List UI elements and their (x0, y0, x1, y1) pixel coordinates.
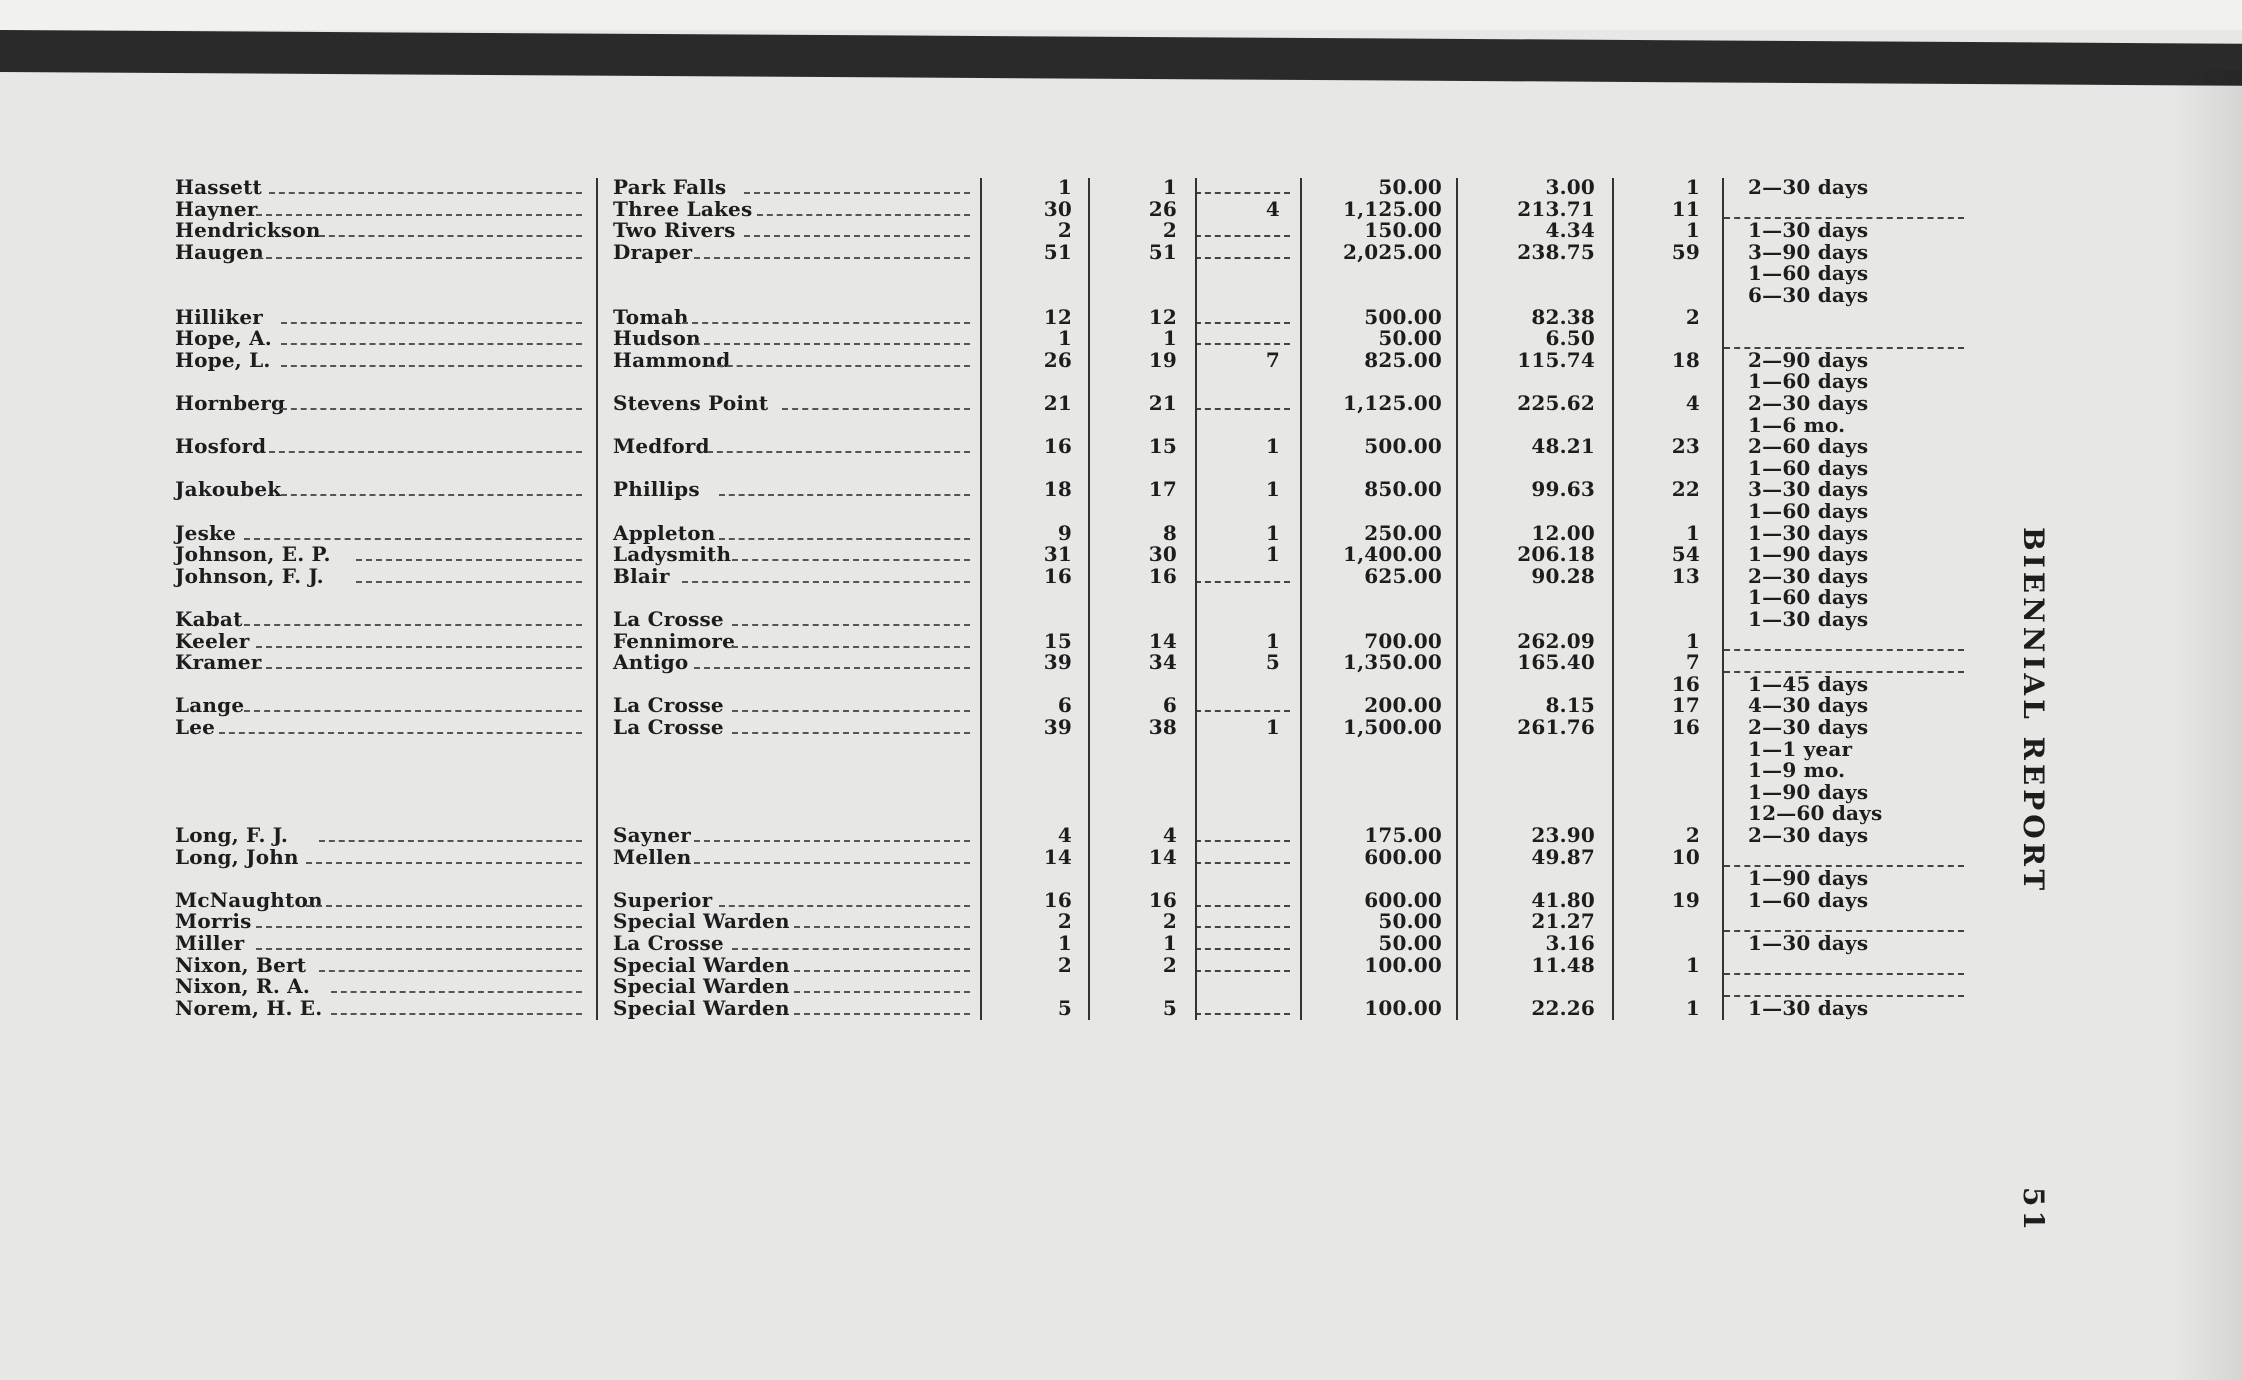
empty-cell-dash (1195, 840, 1290, 842)
cell-a: 14 (1043, 844, 1072, 869)
cell-place: Special Warden (613, 909, 790, 934)
row-separator (1724, 973, 1964, 975)
cell-place: Three Lakes (613, 196, 753, 221)
cell-g: 1—30 days (1748, 931, 1869, 955)
cell-place: La Crosse (613, 607, 724, 631)
cell-e: 8.15 (1545, 693, 1595, 718)
cell-e: 41.80 (1531, 887, 1595, 912)
cell-e: 225.62 (1517, 391, 1595, 415)
cell-c: 1 (1265, 520, 1280, 545)
cell-b: 8 (1162, 520, 1177, 545)
cell-place: La Crosse (613, 693, 724, 718)
cell-f: 1 (1685, 628, 1700, 653)
leader-dots (269, 451, 583, 453)
page-number: 51 (2017, 1187, 2050, 1234)
cell-g: 2—90 days (1748, 347, 1869, 372)
cell-place: Special Warden (613, 952, 790, 977)
empty-cell-dash (1195, 257, 1290, 259)
leader-dots (331, 1013, 582, 1015)
row-separator (1724, 649, 1964, 651)
cell-e: 48.21 (1531, 434, 1595, 459)
cell-d: 1,125.00 (1342, 196, 1442, 221)
cell-f: 1 (1685, 218, 1700, 243)
cell-g: 1—90 days (1748, 542, 1869, 567)
cell-place: Special Warden (613, 974, 790, 999)
cell-f: 1 (1685, 175, 1700, 199)
cell-g: 1—45 days (1748, 671, 1869, 696)
cell-e: 4.34 (1545, 218, 1595, 243)
cell-name: McNaughton (175, 887, 323, 912)
cell-place: Antigo (613, 650, 689, 675)
column-rule (1456, 178, 1458, 1020)
leader-dots (319, 970, 583, 972)
cell-d: 1,350.00 (1342, 650, 1442, 675)
cell-d: 1,500.00 (1342, 715, 1442, 739)
leader-dots (269, 192, 583, 194)
row-separator (1724, 347, 1964, 349)
cell-f: 1 (1685, 520, 1700, 545)
row-separator (1724, 865, 1964, 867)
leader-dots (719, 905, 970, 907)
cell-g: 1—1 year (1748, 736, 1853, 761)
row-separator (1724, 995, 1964, 997)
report-page (0, 72, 2242, 1380)
leader-dots (281, 322, 582, 324)
cell-a: 4 (1057, 823, 1072, 847)
cell-e: 115.74 (1517, 347, 1595, 372)
leader-dots (732, 646, 971, 648)
cell-d: 50.00 (1378, 909, 1442, 934)
cell-e: 11.48 (1531, 952, 1595, 977)
leader-dots (306, 862, 582, 864)
cell-place: Stevens Point (613, 391, 769, 415)
leader-dots (732, 732, 971, 734)
leader-dots (219, 732, 583, 734)
cell-a: 2 (1057, 909, 1072, 934)
cell-place: Tomah (613, 304, 689, 329)
cell-name: Lee (175, 715, 216, 739)
cell-g: 2—30 days (1748, 563, 1869, 588)
leader-dots (794, 926, 970, 928)
cell-a: 16 (1043, 434, 1072, 459)
cell-place: Sayner (613, 823, 692, 847)
empty-cell-dash (1195, 970, 1290, 972)
leader-dots (744, 235, 970, 237)
cell-f: 11 (1671, 196, 1700, 221)
cell-g: 1—30 days (1748, 607, 1869, 631)
empty-cell-dash (1195, 926, 1290, 928)
cell-d: 50.00 (1378, 931, 1442, 955)
cell-a: 1 (1057, 931, 1072, 955)
cell-d: 625.00 (1364, 563, 1442, 588)
cell-f: 4 (1685, 391, 1700, 415)
cell-name: Norem, H. E. (175, 995, 323, 1020)
leader-dots (757, 214, 971, 216)
cell-name: Nixon, R. A. (175, 974, 311, 999)
cell-f: 22 (1671, 477, 1700, 502)
cell-b: 6 (1162, 693, 1177, 718)
cell-f: 7 (1685, 650, 1700, 675)
cell-d: 1,400.00 (1342, 542, 1442, 567)
cell-name: Long, John (175, 844, 299, 869)
cell-a: 21 (1043, 391, 1072, 415)
cell-g: 1—60 days (1748, 369, 1869, 394)
cell-b: 2 (1162, 218, 1177, 243)
cell-a: 2 (1057, 952, 1072, 977)
cell-place: Blair (613, 563, 670, 588)
cell-f: 59 (1671, 239, 1700, 264)
cell-e: 238.75 (1517, 239, 1595, 264)
cell-g: 1—90 days (1748, 866, 1869, 891)
cell-d: 50.00 (1378, 175, 1442, 199)
empty-cell-dash (1195, 192, 1290, 194)
cell-a: 5 (1057, 995, 1072, 1020)
leader-dots (694, 862, 970, 864)
cell-f: 17 (1671, 693, 1700, 718)
cell-g: 1—60 days (1748, 261, 1869, 286)
cell-place: Two Rivers (613, 218, 736, 243)
leader-dots (281, 494, 582, 496)
cell-c: 7 (1265, 347, 1280, 372)
cell-b: 1 (1162, 931, 1177, 955)
cell-g: 4—30 days (1748, 693, 1869, 718)
cell-d: 700.00 (1364, 628, 1442, 653)
cell-a: 15 (1043, 628, 1072, 653)
leader-dots (281, 408, 582, 410)
cell-name: Kramer (175, 650, 262, 675)
cell-d: 500.00 (1364, 304, 1442, 329)
cell-g: 12—60 days (1748, 801, 1883, 826)
cell-name: Keeler (175, 628, 250, 653)
cell-place: La Crosse (613, 715, 724, 739)
cell-name: Kabat (175, 607, 243, 631)
leader-dots (331, 991, 582, 993)
cell-place: Superior (613, 887, 713, 912)
cell-d: 825.00 (1364, 347, 1442, 372)
cell-name: Johnson, F. J. (175, 563, 324, 588)
cell-b: 38 (1148, 715, 1177, 739)
empty-cell-dash (1195, 710, 1290, 712)
cell-a: 51 (1043, 239, 1072, 264)
leader-dots (256, 646, 582, 648)
cell-g: 1—60 days (1748, 585, 1869, 610)
cell-c: 5 (1265, 650, 1280, 675)
cell-a: 2 (1057, 218, 1072, 243)
leader-dots (794, 1013, 970, 1015)
empty-cell-dash (1195, 235, 1290, 237)
leader-dots (707, 365, 971, 367)
cell-name: Nixon, Bert (175, 952, 307, 977)
cell-e: 82.38 (1531, 304, 1595, 329)
leader-dots (256, 257, 582, 259)
cell-b: 1 (1162, 175, 1177, 199)
row-separator (1724, 930, 1964, 932)
cell-name: Hornberg (175, 391, 286, 415)
empty-cell-dash (1195, 905, 1290, 907)
cell-b: 12 (1148, 304, 1177, 329)
column-rule (596, 178, 598, 1020)
cell-name: Morris (175, 909, 252, 934)
cell-name: Hassett (175, 175, 262, 199)
cell-c: 1 (1265, 715, 1280, 739)
leader-dots (244, 624, 583, 626)
column-rule (1088, 178, 1090, 1020)
cell-e: 21.27 (1531, 909, 1595, 934)
cell-f: 10 (1671, 844, 1700, 869)
leader-dots (306, 905, 582, 907)
leader-dots (256, 667, 582, 669)
cell-g: 1—30 days (1748, 995, 1869, 1020)
cell-d: 850.00 (1364, 477, 1442, 502)
cell-name: Long, F. J. (175, 823, 289, 847)
cell-f: 1 (1685, 952, 1700, 977)
cell-f: 13 (1671, 563, 1700, 588)
cell-g: 1—60 days (1748, 887, 1869, 912)
cell-g: 3—90 days (1748, 239, 1869, 264)
cell-g: 2—30 days (1748, 823, 1869, 847)
cell-f: 19 (1671, 887, 1700, 912)
cell-g: 1—6 mo. (1748, 412, 1846, 437)
cell-name: Johnson, E. P. (175, 542, 331, 567)
cell-b: 21 (1148, 391, 1177, 415)
cell-f: 2 (1685, 823, 1700, 847)
cell-place: Medford (613, 434, 710, 459)
cell-d: 100.00 (1364, 995, 1442, 1020)
cell-e: 22.26 (1531, 995, 1595, 1020)
cell-place: Fennimore (613, 628, 736, 653)
cell-a: 39 (1043, 650, 1072, 675)
cell-g: 6—30 days (1748, 283, 1869, 307)
cell-e: 213.71 (1517, 196, 1595, 221)
cell-name: Hayner (175, 196, 258, 221)
cell-b: 30 (1148, 542, 1177, 567)
leader-dots (682, 322, 971, 324)
cell-place: Ladysmith (613, 542, 732, 567)
cell-e: 23.90 (1531, 823, 1595, 847)
cell-g: 2—30 days (1748, 175, 1869, 199)
cell-d: 600.00 (1364, 844, 1442, 869)
leader-dots (256, 926, 582, 928)
cell-b: 2 (1162, 952, 1177, 977)
cell-place: Hudson (613, 326, 701, 351)
cell-c: 1 (1265, 434, 1280, 459)
cell-name: Hilliker (175, 304, 264, 329)
cell-g: 1—90 days (1748, 779, 1869, 804)
cell-b: 17 (1148, 477, 1177, 502)
column-rule (980, 178, 982, 1020)
cell-a: 18 (1043, 477, 1072, 502)
cell-a: 16 (1043, 563, 1072, 588)
empty-cell-dash (1195, 322, 1290, 324)
cell-name: Jakoubek (175, 477, 282, 502)
leader-dots (694, 840, 970, 842)
cell-b: 16 (1148, 887, 1177, 912)
cell-e: 49.87 (1531, 844, 1595, 869)
cell-a: 6 (1057, 693, 1072, 718)
cell-d: 1,125.00 (1342, 391, 1442, 415)
leader-dots (732, 559, 971, 561)
cell-place: La Crosse (613, 931, 724, 955)
leader-dots (356, 581, 582, 583)
page-top-edge (0, 0, 2242, 30)
cell-b: 16 (1148, 563, 1177, 588)
cell-place: Phillips (613, 477, 700, 502)
cell-c: 4 (1265, 196, 1280, 221)
cell-b: 2 (1162, 909, 1177, 934)
cell-b: 1 (1162, 326, 1177, 351)
cell-place: Appleton (613, 520, 716, 545)
empty-cell-dash (1195, 581, 1290, 583)
cell-place: Park Falls (613, 175, 727, 199)
cell-f: 54 (1671, 542, 1700, 567)
cell-d: 200.00 (1364, 693, 1442, 718)
leader-dots (356, 559, 582, 561)
leader-dots (732, 624, 971, 626)
cell-e: 90.28 (1531, 563, 1595, 588)
cell-g: 1—60 days (1748, 499, 1869, 523)
cell-g: 1—60 days (1748, 455, 1869, 480)
cell-a: 39 (1043, 715, 1072, 739)
column-rule (1722, 178, 1724, 1020)
cell-d: 50.00 (1378, 326, 1442, 351)
cell-f: 23 (1671, 434, 1700, 459)
cell-a: 1 (1057, 326, 1072, 351)
leader-dots (794, 991, 970, 993)
cell-c: 1 (1265, 542, 1280, 567)
cell-d: 175.00 (1364, 823, 1442, 847)
cell-place: Draper (613, 239, 693, 264)
empty-cell-dash (1195, 408, 1290, 410)
cell-g: 2—30 days (1748, 391, 1869, 415)
empty-cell-dash (1195, 343, 1290, 345)
cell-b: 51 (1148, 239, 1177, 264)
leader-dots (682, 581, 971, 583)
cell-e: 165.40 (1517, 650, 1595, 675)
empty-cell-dash (1195, 1013, 1290, 1015)
leader-dots (694, 257, 970, 259)
cell-e: 262.09 (1517, 628, 1595, 653)
cell-name: Hendrickson (175, 218, 321, 243)
cell-d: 100.00 (1364, 952, 1442, 977)
cell-b: 19 (1148, 347, 1177, 372)
cell-d: 150.00 (1364, 218, 1442, 243)
cell-d: 500.00 (1364, 434, 1442, 459)
column-rule (1195, 178, 1197, 1020)
cell-e: 99.63 (1531, 477, 1595, 502)
column-rule (1300, 178, 1302, 1020)
cell-e: 261.76 (1517, 715, 1595, 739)
cell-e: 12.00 (1531, 520, 1595, 545)
cell-b: 26 (1148, 196, 1177, 221)
cell-b: 15 (1148, 434, 1177, 459)
leader-dots (256, 214, 582, 216)
leader-dots (256, 948, 582, 950)
leader-dots (732, 948, 971, 950)
cell-e: 3.16 (1545, 931, 1595, 955)
leader-dots (281, 365, 582, 367)
cell-name: Hosford (175, 434, 267, 459)
cell-a: 30 (1043, 196, 1072, 221)
row-separator (1724, 217, 1964, 219)
leader-dots (744, 192, 970, 194)
empty-cell-dash (1195, 862, 1290, 864)
leader-dots (794, 970, 970, 972)
cell-name: Hope, A. (175, 326, 272, 351)
cell-g: 1—30 days (1748, 218, 1869, 243)
leader-dots (707, 451, 971, 453)
cell-b: 5 (1162, 995, 1177, 1020)
row-separator (1724, 671, 1964, 673)
cell-place: Hammond (613, 347, 731, 372)
cell-c: 1 (1265, 628, 1280, 653)
cell-e: 6.50 (1545, 326, 1595, 351)
leader-dots (732, 710, 971, 712)
cell-d: 2,025.00 (1342, 239, 1442, 264)
leader-dots (719, 538, 970, 540)
cell-f: 16 (1671, 671, 1700, 696)
leader-dots (244, 710, 583, 712)
cell-place: Mellen (613, 844, 692, 869)
cell-f: 18 (1671, 347, 1700, 372)
cell-a: 1 (1057, 175, 1072, 199)
cell-e: 206.18 (1517, 542, 1595, 567)
leader-dots (694, 667, 970, 669)
leader-dots (281, 343, 582, 345)
cell-g: 3—30 days (1748, 477, 1869, 502)
cell-b: 14 (1148, 844, 1177, 869)
leader-dots (319, 235, 583, 237)
leader-dots (782, 408, 971, 410)
cell-a: 12 (1043, 304, 1072, 329)
cell-name: Miller (175, 931, 245, 955)
cell-a: 16 (1043, 887, 1072, 912)
cell-g: 2—60 days (1748, 434, 1869, 459)
cell-e: 3.00 (1545, 175, 1595, 199)
cell-c: 1 (1265, 477, 1280, 502)
cell-g: 1—9 mo. (1748, 758, 1846, 783)
cell-b: 4 (1162, 823, 1177, 847)
cell-name: Hope, L. (175, 347, 271, 372)
cell-d: 250.00 (1364, 520, 1442, 545)
leader-dots (694, 343, 970, 345)
cell-name: Jeske (175, 520, 237, 545)
column-rule (1612, 178, 1614, 1020)
cell-d: 600.00 (1364, 887, 1442, 912)
cell-a: 9 (1057, 520, 1072, 545)
cell-a: 31 (1043, 542, 1072, 567)
cell-f: 16 (1671, 715, 1700, 739)
cell-g: 1—30 days (1748, 520, 1869, 545)
cell-f: 1 (1685, 995, 1700, 1020)
leader-dots (244, 538, 583, 540)
empty-cell-dash (1195, 948, 1290, 950)
side-title: BIENNIAL REPORT (2017, 527, 2050, 895)
cell-g: 2—30 days (1748, 715, 1869, 739)
cell-place: Special Warden (613, 995, 790, 1020)
cell-name: Lange (175, 693, 245, 718)
cell-name: Haugen (175, 239, 264, 264)
cell-a: 26 (1043, 347, 1072, 372)
cell-b: 34 (1148, 650, 1177, 675)
cell-b: 14 (1148, 628, 1177, 653)
cell-f: 2 (1685, 304, 1700, 329)
leader-dots (719, 494, 970, 496)
leader-dots (319, 840, 583, 842)
